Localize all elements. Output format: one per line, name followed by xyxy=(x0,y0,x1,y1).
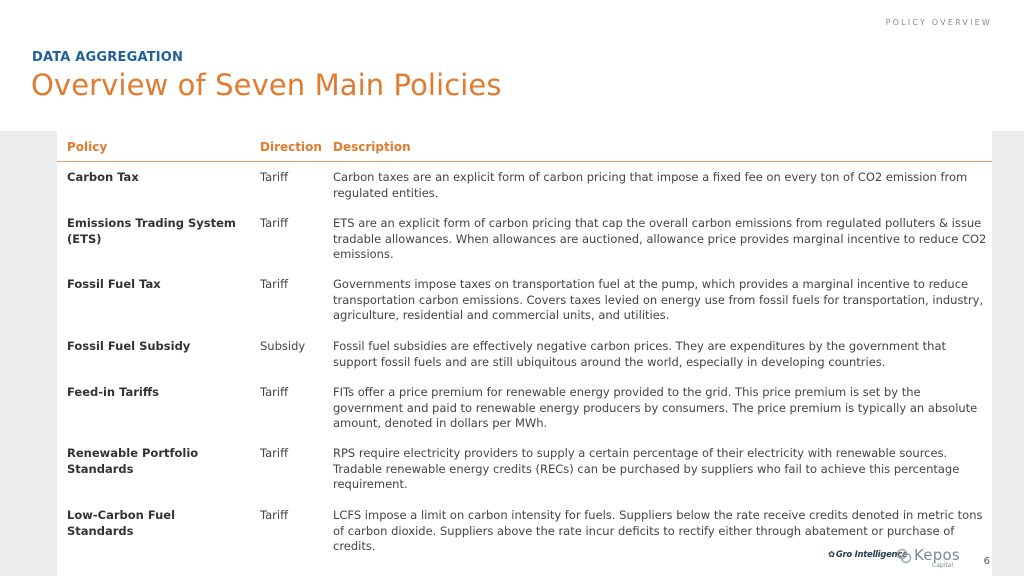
policy-name: Emissions Trading System (ETS) xyxy=(67,216,236,246)
policy-description: LCFS impose a limit on carbon intensity for fuels. Suppliers below the rate receive credits denoted in metric tons of carbon dioxide. Suppliers above the rate incur deficits to rectify either through abatement or purchase of credits. xyxy=(333,508,983,553)
footer-logos xyxy=(828,547,958,569)
section-label: POLICY OVERVIEW xyxy=(885,18,992,27)
policy-table xyxy=(57,131,992,576)
policy-direction: Tariff xyxy=(260,216,289,230)
policy-name: Renewable Portfolio Standards xyxy=(67,446,199,476)
gro-leaf-icon: ✿ xyxy=(828,550,835,560)
header-direction: Direction xyxy=(260,140,322,154)
page-title: Overview of Seven Main Policies xyxy=(31,68,502,102)
header-description: Description xyxy=(333,140,411,154)
table-header xyxy=(57,131,992,162)
policy-name: Low-Carbon Fuel Standards xyxy=(67,508,176,538)
policy-direction: Tariff xyxy=(260,508,289,522)
policy-name: Fossil Fuel Subsidy xyxy=(67,339,191,353)
eyebrow-heading: DATA AGGREGATION xyxy=(32,50,184,65)
policy-name: Carbon Tax xyxy=(67,170,139,184)
policy-direction: Subsidy xyxy=(260,339,306,353)
policy-description: Fossil fuel subsidies are effectively negative carbon prices. They are expenditures by the government that support fossil fuels and are still ubiquitous around the world, especially in developing countries. xyxy=(333,339,946,369)
kepos-logo-sub: Capital xyxy=(932,562,954,569)
policy-description: RPS require electricity providers to supply a certain percentage of their electricity with renewable sources. Tradable renewable energy credits (RECs) can be purchased by suppliers who fail to achieve this percentage requirement. xyxy=(333,446,960,491)
policy-direction: Tariff xyxy=(260,277,289,291)
page-number: 6 xyxy=(983,556,990,567)
policy-name: Feed-in Tariffs xyxy=(67,385,160,399)
policy-description: Governments impose taxes on transportation fuel at the pump, which provides a marginal incentive to reduce transportation carbon emissions. Covers taxes levied on energy use from fossil fuels for transportation, industry, agriculture, residential and commercial units, and utilities. xyxy=(333,277,984,322)
policy-name: Fossil Fuel Tax xyxy=(67,277,161,291)
header-policy: Policy xyxy=(67,140,108,154)
policy-direction: Tariff xyxy=(260,385,289,399)
policy-direction: Tariff xyxy=(260,170,289,184)
policy-direction: Tariff xyxy=(260,446,289,460)
gro-intelligence-logo: ✿Gro Intelligence xyxy=(828,550,908,560)
policy-description: FITs offer a price premium for renewable energy provided to the grid. This price premium is set by the government and paid to renewable energy producers by consumers. The price premium is typically an absolute amount, denoted in dollars per MWh. xyxy=(333,385,978,430)
kepos-logo-name: Kepos xyxy=(914,546,960,564)
policy-description: Carbon taxes are an explicit form of carbon pricing that impose a fixed fee on every ton of CO2 emission from regulated entities. xyxy=(333,170,968,200)
policy-description: ETS are an explicit form of carbon pricing that cap the overall carbon emissions from regulated polluters & issue tradable allowances. When allowances are auctioned, allowance price provides marginal incentive to reduce CO2 emissions. xyxy=(333,216,987,261)
kepos-logo-icon xyxy=(896,548,912,564)
